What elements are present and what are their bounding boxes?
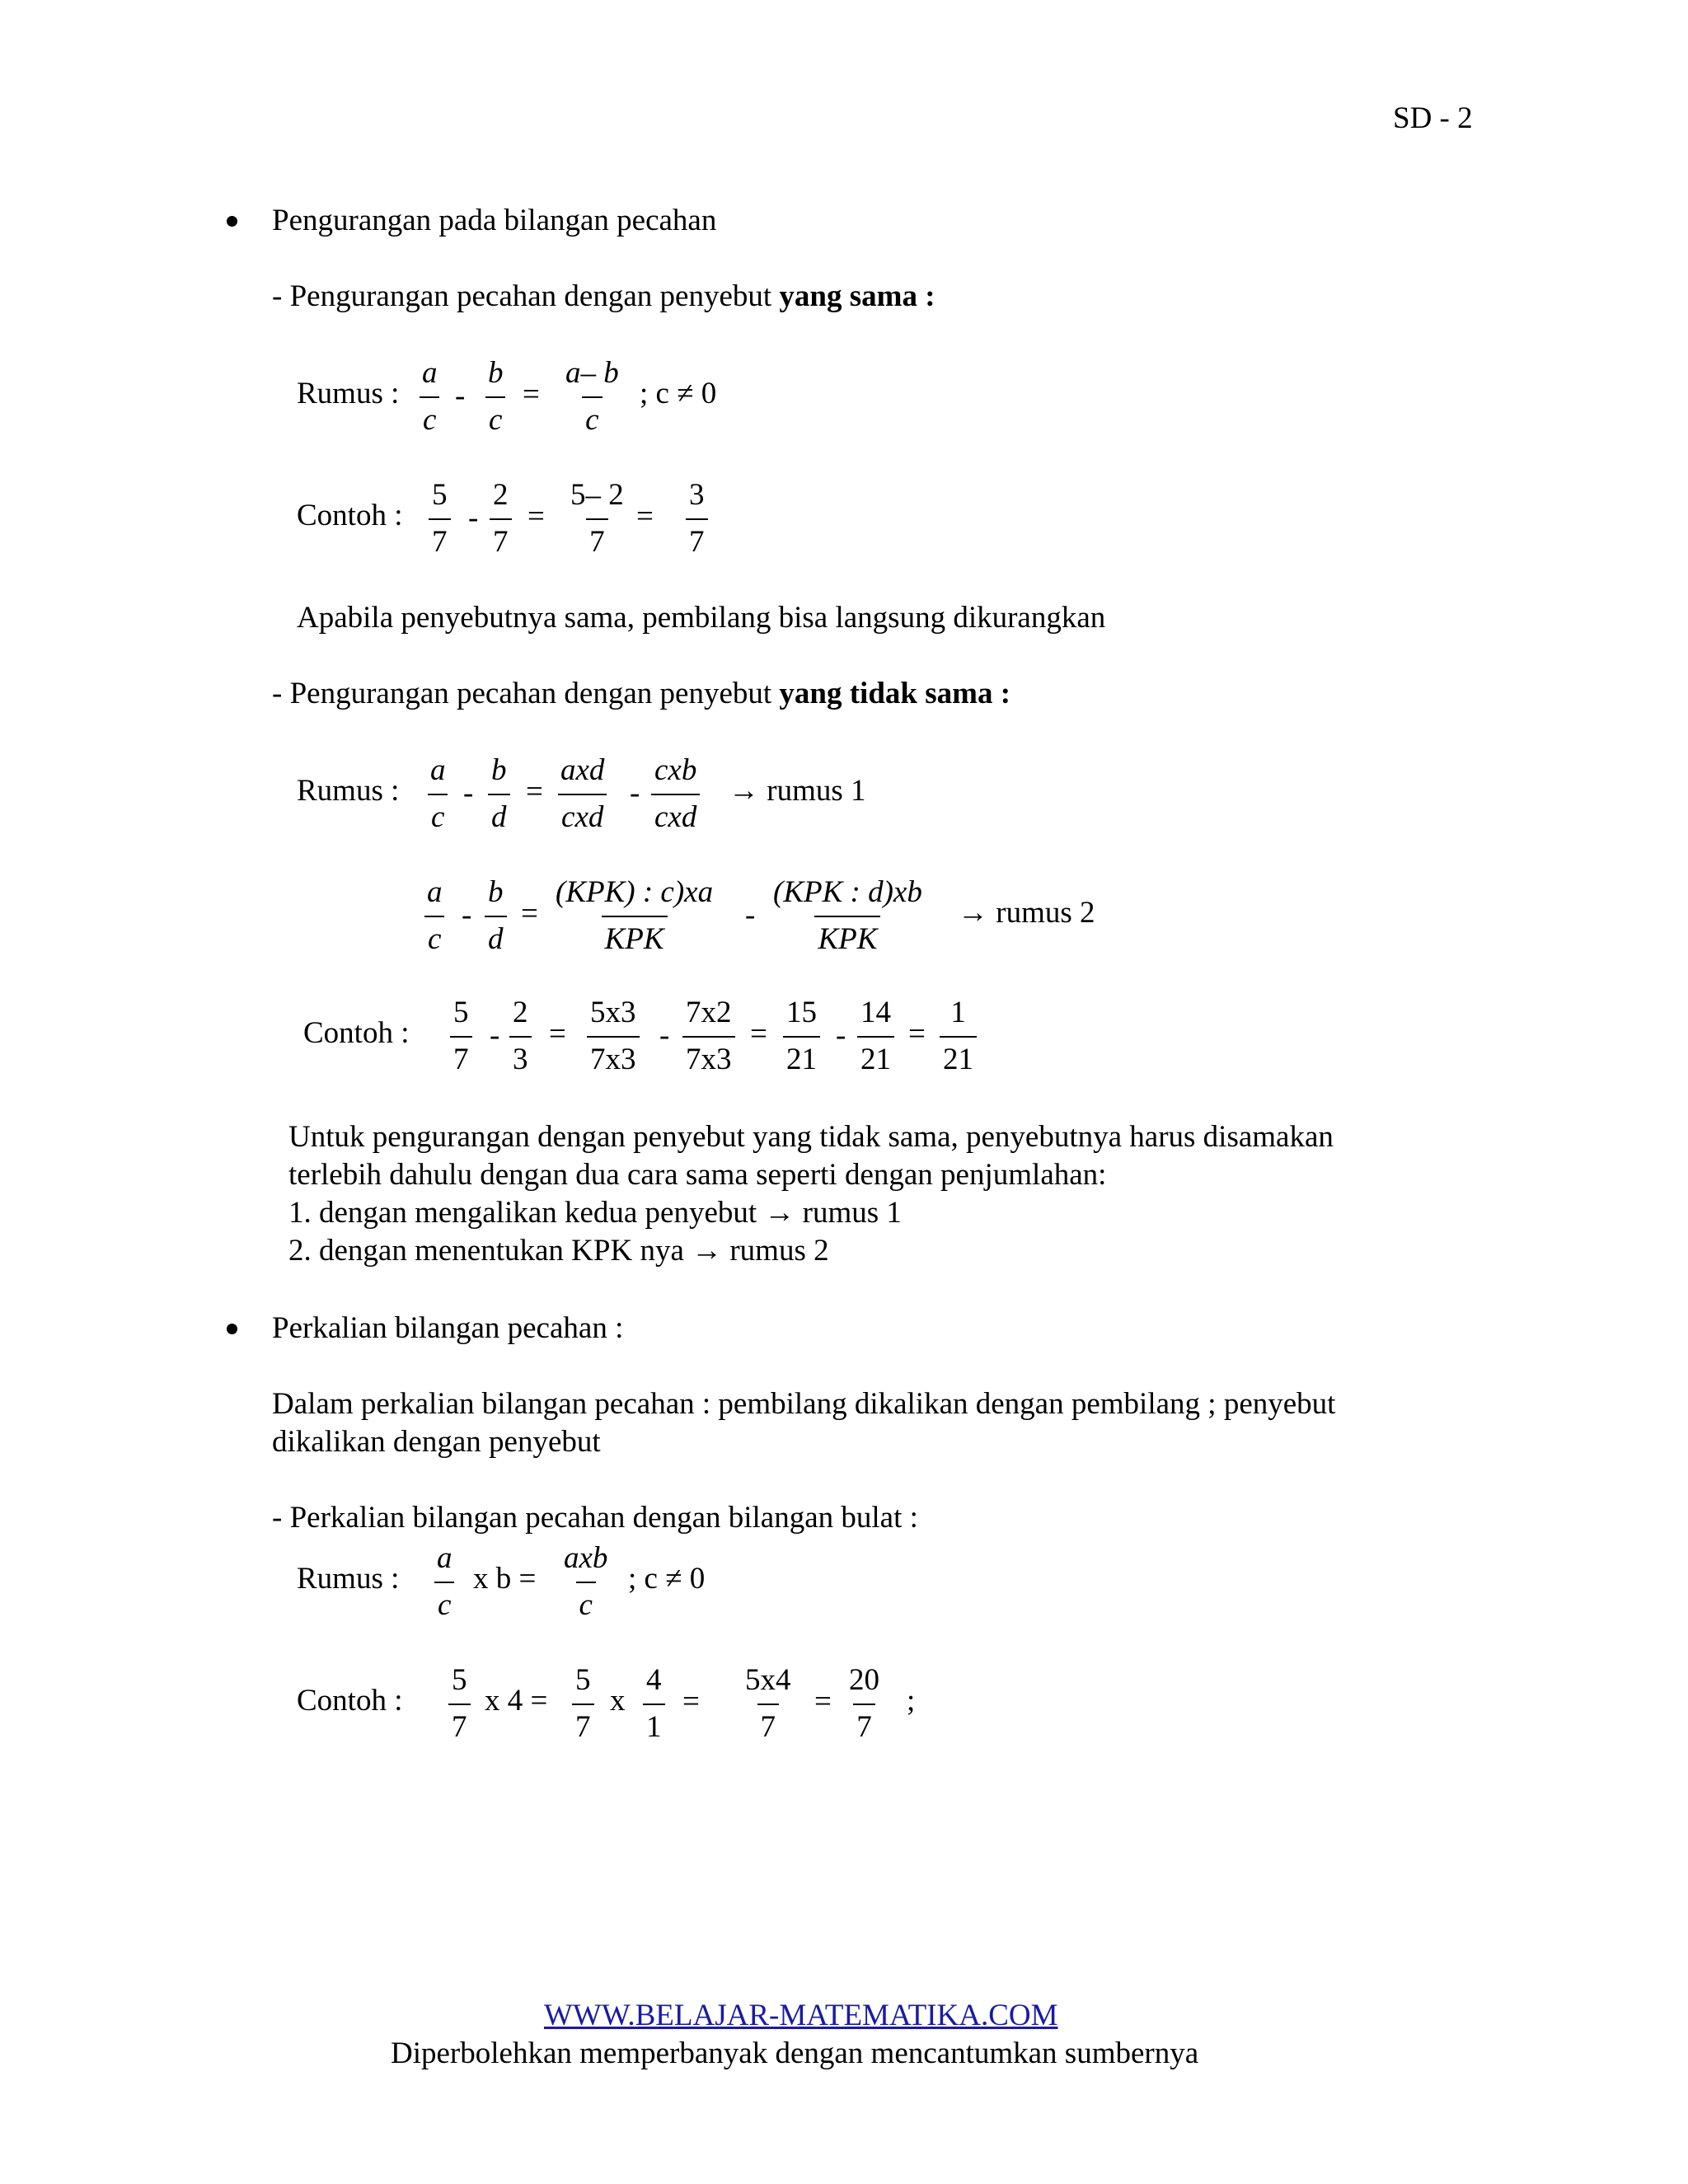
section2-contoh-fraction-3: $\frac{4}{1}$ bbox=[643, 1663, 665, 1745]
section2-contoh-fraction-5: $\frac{20}{7}$ bbox=[849, 1663, 879, 1744]
section1-title: Pengurangan pada bilangan pecahan bbox=[272, 204, 717, 237]
contoh2-equals-3: = bbox=[908, 1017, 926, 1051]
section2-rumus-condition: ; c ≠ 0 bbox=[628, 1562, 706, 1596]
rumus1-fraction-1: $\frac{a}{c}$ bbox=[419, 356, 441, 438]
contoh2-fraction-7: $\frac{1}{21}$ bbox=[940, 996, 977, 1077]
rumus3-arrow-label: → rumus 2 bbox=[958, 896, 1095, 930]
section1-sub2: - Pengurangan pecahan dengan penyebut yang tidak sama : bbox=[272, 677, 1011, 710]
rumus2-fraction-4: cxb cxd bbox=[651, 753, 700, 835]
section2-contoh-fraction-4: $\frac{5x4}{7}$ bbox=[745, 1663, 791, 1744]
rumus1-label: Rumus : bbox=[297, 377, 400, 410]
contoh2-fraction-1: $\frac{5}{7}$ bbox=[450, 996, 472, 1077]
contoh2-fraction-2: $\frac{2}{3}$ bbox=[509, 996, 532, 1077]
contoh2-equals-1: = bbox=[549, 1017, 566, 1051]
rumus1-minus: - bbox=[455, 379, 466, 413]
rumus2-minus-1: - bbox=[463, 776, 474, 810]
contoh1-minus: - bbox=[468, 501, 479, 535]
contoh2-minus-2: - bbox=[659, 1019, 670, 1052]
bullet-icon bbox=[227, 1324, 237, 1334]
rumus3-fraction-4: (KPK : d)xb KPK bbox=[773, 875, 922, 956]
section2-contoh-equals-2: = bbox=[814, 1685, 832, 1718]
contoh1-equals-2: = bbox=[636, 499, 654, 533]
section2-desc-line-2: dikalikan dengan penyebut bbox=[272, 1425, 601, 1459]
footer-note: Diperbolehkan memperbanyak dengan mencantumkan sumbernya bbox=[391, 2036, 1199, 2070]
contoh1-fraction-2: $\frac{2}{7}$ bbox=[490, 478, 512, 560]
section2-contoh-end: ; bbox=[907, 1684, 916, 1718]
section2-rumus-fraction-2: axb c bbox=[564, 1541, 608, 1622]
section1-note2-line-4: 2. dengan menentukan KPK nya → rumus 2 bbox=[288, 1234, 829, 1268]
rumus3-fraction-1: $\frac{a}{c}$ bbox=[424, 875, 446, 957]
rumus2-arrow-label: → rumus 1 bbox=[729, 774, 866, 808]
section1-note2-line-1: Untuk pengurangan dengan penyebut yang tidak sama, penyebutnya harus disamakan bbox=[288, 1120, 1334, 1154]
rumus2-minus-2: - bbox=[630, 776, 640, 810]
contoh2-fraction-5: $\frac{15}{21}$ bbox=[783, 996, 820, 1077]
contoh1-label: Contoh : bbox=[297, 499, 403, 532]
section2-contoh-equals-1: = bbox=[682, 1685, 700, 1718]
footer-website-link[interactable]: WWW.BELAJAR-MATEMATIKA.COM bbox=[544, 1999, 1058, 2032]
contoh1-fraction-3: $\frac{5- 2}{7}$ bbox=[570, 478, 624, 559]
section2-contoh-times-2: x bbox=[610, 1684, 626, 1718]
section2-sub1: - Perkalian bilangan pecahan dengan bilangan bulat : bbox=[272, 1501, 918, 1535]
section2-contoh-fraction-2: $\frac{5}{7}$ bbox=[572, 1663, 594, 1745]
rumus3-equals: = bbox=[521, 897, 538, 930]
section2-contoh-fraction-1: $\frac{5}{7}$ bbox=[448, 1663, 471, 1745]
contoh1-fraction-4: $\frac{3}{7}$ bbox=[686, 478, 708, 560]
section2-contoh-times-1: x 4 = bbox=[485, 1684, 548, 1718]
section2-rumus-label: Rumus : bbox=[297, 1562, 400, 1596]
rumus2-fraction-3: axd cxd bbox=[557, 753, 607, 835]
rumus2-label: Rumus : bbox=[297, 774, 400, 808]
page-code: SD - 2 bbox=[1393, 101, 1473, 135]
rumus1-fraction-3: $\frac{a- b}{c}$ bbox=[565, 356, 619, 437]
contoh1-fraction-1: $\frac{5}{7}$ bbox=[429, 478, 451, 560]
rumus3-minus-1: - bbox=[462, 898, 472, 932]
rumus3-fraction-3: (KPK) : c)xa KPK bbox=[556, 875, 714, 956]
rumus1-equals: = bbox=[523, 377, 540, 411]
rumus3-fraction-2: $\frac{b}{d}$ bbox=[485, 875, 507, 957]
rumus2-fraction-1: $\frac{a}{c}$ bbox=[427, 753, 449, 835]
contoh2-minus-3: - bbox=[836, 1019, 846, 1052]
contoh1-equals-1: = bbox=[528, 499, 545, 533]
contoh2-fraction-4: $\frac{7x2}{7x3}$ bbox=[682, 996, 735, 1077]
section1-note2-line-2: terlebih dahulu dengan dua cara sama seperti dengan penjumlahan: bbox=[288, 1158, 1107, 1192]
contoh2-label: Contoh : bbox=[303, 1016, 410, 1050]
section2-title: Perkalian bilangan pecahan : bbox=[272, 1311, 624, 1345]
contoh2-minus-1: - bbox=[490, 1019, 500, 1052]
rumus1-condition: ; c ≠ 0 bbox=[640, 377, 717, 410]
rumus2-fraction-2: $\frac{b}{d}$ bbox=[488, 753, 510, 835]
section1-note1: Apabila penyebutnya sama, pembilang bisa langsung dikurangkan bbox=[297, 601, 1106, 635]
rumus2-equals: = bbox=[526, 775, 543, 808]
section1-note2-line-3: 1. dengan mengalikan kedua penyebut → rumus 1 bbox=[288, 1196, 902, 1230]
rumus3-minus-2: - bbox=[745, 898, 756, 932]
contoh2-fraction-6: $\frac{14}{21}$ bbox=[857, 996, 894, 1077]
rumus1-fraction-2: $\frac{b}{c}$ bbox=[485, 356, 507, 438]
section2-rumus-fraction-1: $\frac{a}{c}$ bbox=[434, 1541, 456, 1623]
section1-sub1: - Pengurangan pecahan dengan penyebut yang sama : bbox=[272, 279, 935, 313]
section2-rumus-times: x b = bbox=[473, 1562, 537, 1596]
contoh2-equals-2: = bbox=[750, 1017, 767, 1051]
section2-desc-line-1: Dalam perkalian bilangan pecahan : pembilang dikalikan dengan pembilang ; penyebut bbox=[272, 1387, 1336, 1421]
bullet-icon bbox=[227, 216, 237, 227]
section2-contoh-label: Contoh : bbox=[297, 1684, 403, 1718]
contoh2-fraction-3: $\frac{5x3}{7x3}$ bbox=[587, 996, 640, 1077]
